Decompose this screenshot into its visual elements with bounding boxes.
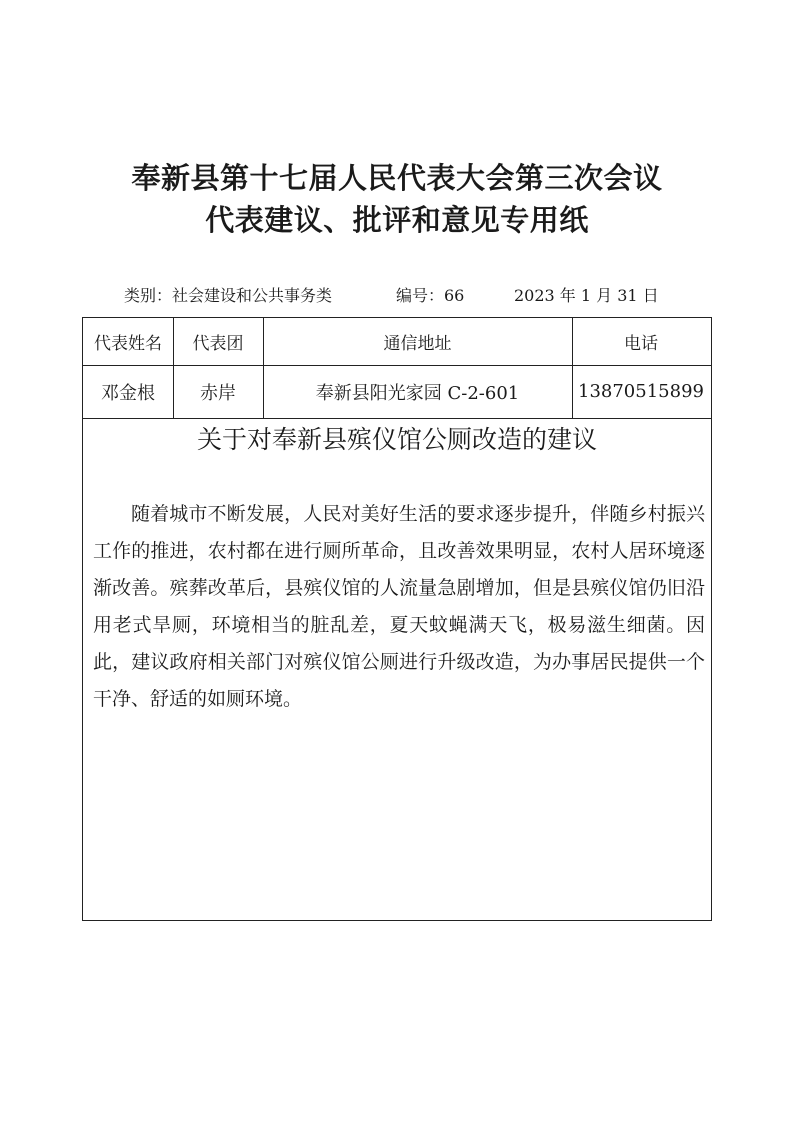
value-name: 邓金根 — [101, 382, 155, 404]
number-label: 编号：66 — [396, 286, 465, 305]
document-title-line2: 代表建议、批评和意见专用纸 — [205, 203, 589, 237]
proposal-form — [82, 317, 712, 921]
value-address: 奉新县阳光家园 C-2-601 — [315, 382, 520, 404]
proposal-body: 随着城市不断发展，人民对美好生活的要求逐步提升，伴随乡村振兴工作的推进，农村都在进行厕所革命，且改善效果明显，农村人居环境逐渐改善。殡葬改革后，县殡仪馆的人流量急剧增加，但是县殡仪馆仍旧沿用老式旱厕，环境相当的脏乱差，夏天蚊蝇满天飞，极易滋生细菌。因此，建议政府相关部门对殡仪馆公厕进行升级改造，为办事居民提供一个干净、舒适的如厕环境。 — [93, 503, 705, 710]
document-title-line1: 奉新县第十七届人民代表大会第三次会议 — [131, 161, 663, 195]
value-delegation: 赤岸 — [200, 382, 236, 404]
header-address: 通信地址 — [383, 334, 452, 354]
header-phone: 电话 — [624, 334, 658, 354]
date-label: 2023 年 1 月 31 日 — [514, 286, 659, 305]
header-delegation: 代表团 — [192, 334, 244, 354]
header-name: 代表姓名 — [94, 334, 162, 354]
row-divider — [83, 418, 711, 419]
value-phone: 13870515899 — [578, 381, 704, 402]
category-label: 类别：社会建设和公共事务类 — [124, 286, 333, 305]
proposal-title: 关于对奉新县殡仪馆公厕改造的建议 — [196, 425, 597, 454]
